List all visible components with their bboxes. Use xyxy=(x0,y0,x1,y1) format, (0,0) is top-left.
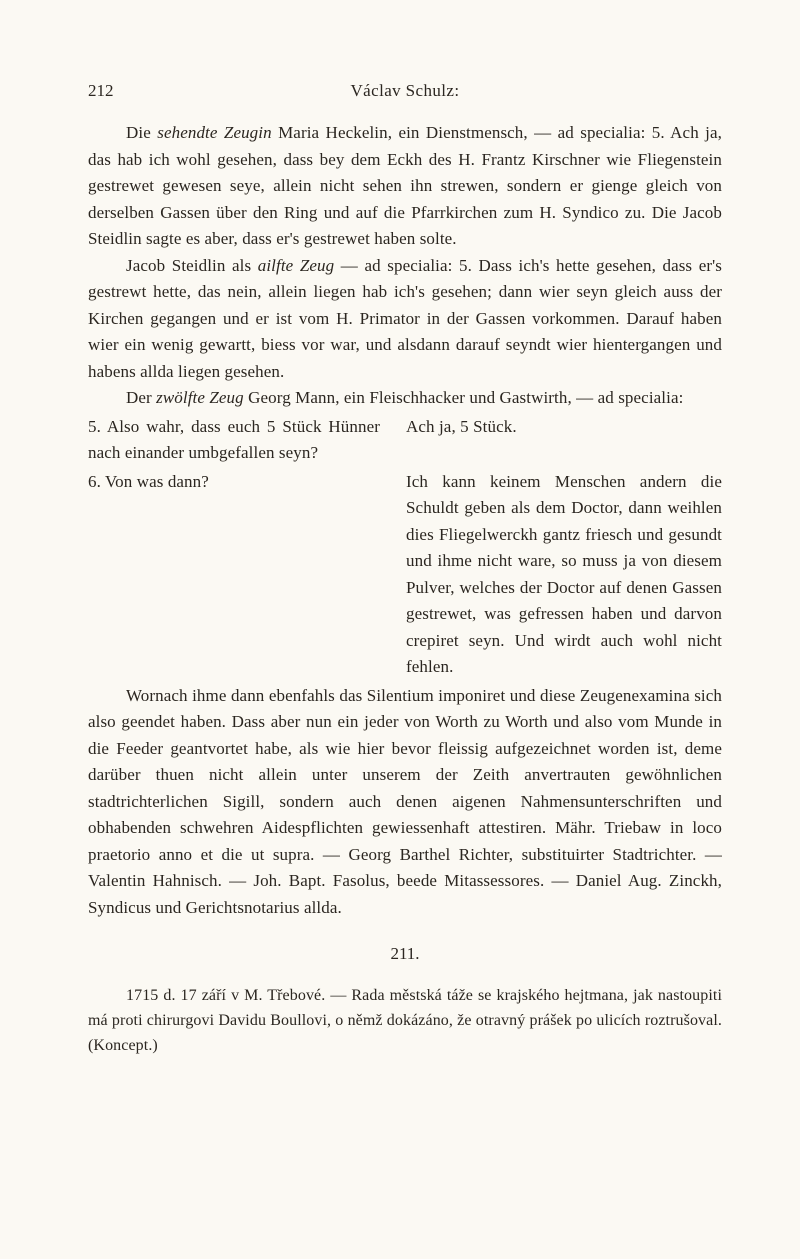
paragraph-rest: Georg Mann, ein Fleischhacker und Gastwirth, — ad specialia: xyxy=(243,388,684,407)
paragraph-rest: Maria Heckelin, ein Dienstmensch, — ad specialia: 5. Ach ja, das hab ich wohl gesehen, dass bey dem Eckh des H. Frantz Kirschner wie Fliegenstein gestrewet gewesen seye, allein nicht sehen ihn strewen, sondern er gienge gleich von derselben Gassen über den Ring und auf die Pfarrkirchen zum H. Syndico zu. Die Jacob Steidlin sagte es aber, dass er's gestrewet haben solte. xyxy=(88,123,722,248)
page-number: 212 xyxy=(88,81,114,100)
question-text: 5. Also wahr, dass euch 5 Stück Hünner nach einander umbgefallen seyn? xyxy=(88,416,380,462)
interrogation-qa-section xyxy=(88,414,722,681)
paragraph-tenth-witness xyxy=(88,120,722,253)
paragraph-rest: — ad specialia: 5. Dass ich's hette gesehen, dass er's gestrewt hette, das nein, allein liegen hab ich's gesehen; dann wier seyn gleich auss der Kirchen gegangen und er ist vom H. Primator in der Gassen vorkommen. Darauf haben wier ein wenig gewartt, biess vor war, und alsdann darauf seyndt wier hientergangen und habens allda liegen gesehen. xyxy=(88,255,722,381)
paragraph-eleventh-witness xyxy=(88,253,722,386)
paragraph-lead: Die xyxy=(126,123,158,142)
qa-row xyxy=(88,469,722,681)
qa-row xyxy=(88,414,722,467)
paragraph-closing-attestation: Wornach ihme dann ebenfahls das Silentium imponiret und diese Zeugenexamina sich also geendet haben. Dass aber nun ein jeder von Worth zu Worth und also vom Munde in die Feeder geantvortet habe, als wie hier bevor fleissig aufgezeichnet worden ist, deme darüber thuen nicht allein unter unserem der Zeith anvertrauten gewöhnlichen stadtrichterlichen Sigill, sondern auch denen aigenen Nahmensunterschriften und obhabenden schwehren Aidespflichten gewiessenhaft attestiren. Mähr. Triebaw in loco praetorio anno et die ut supra. — Georg Barthel Richter, substituirter Stadtrichter. — Valentin Hahnisch. — Joh. Bapt. Fasolus, beede Mitassessores. — Daniel Aug. Zinckh, Syndicus und Gerichtsnotarius allda. xyxy=(88,685,722,917)
document-section-number: 211. xyxy=(390,944,420,963)
page-body xyxy=(88,120,722,1058)
witness-designation-italic: ailfte Zeug xyxy=(257,255,335,275)
paragraph-lead: Der xyxy=(126,388,157,407)
answer-text: Ach ja, 5 Stück. xyxy=(406,416,517,436)
witness-designation-italic: zwölfte Zeug xyxy=(156,388,244,407)
paragraph-lead: Jacob Steidlin als xyxy=(126,255,258,275)
running-title: Václav Schulz: xyxy=(350,81,460,100)
paragraph-twelfth-witness-intro xyxy=(88,385,722,412)
paragraph-regest-czech: 1715 d. 17 září v M. Třebové. — Rada městská táže se krajského hejtmana, jak nastoupiti má proti chirurgovi Davidu Boullovi, o němž dokázáno, že otravný prášek po ulicích roztrušoval. (Koncept.) xyxy=(88,987,722,1054)
answer-text: Ich kann keinem Menschen andern die Schuldt geben als dem Doctor, dann weihlen dies Fliegelwerckh gantz friesch und gesundt und ihme nicht ware, so muss ja von diesem Pulver, welches der Doctor auf denen Gassen gestrewet, was gefressen haben und darvon crepiret seyn. Und wirdt auch wohl nicht fehlen. xyxy=(406,471,722,676)
page-header xyxy=(88,78,722,104)
question-text: 6. Von was dann? xyxy=(88,471,209,491)
witness-designation-italic: sehendte Zeugin xyxy=(157,123,272,142)
